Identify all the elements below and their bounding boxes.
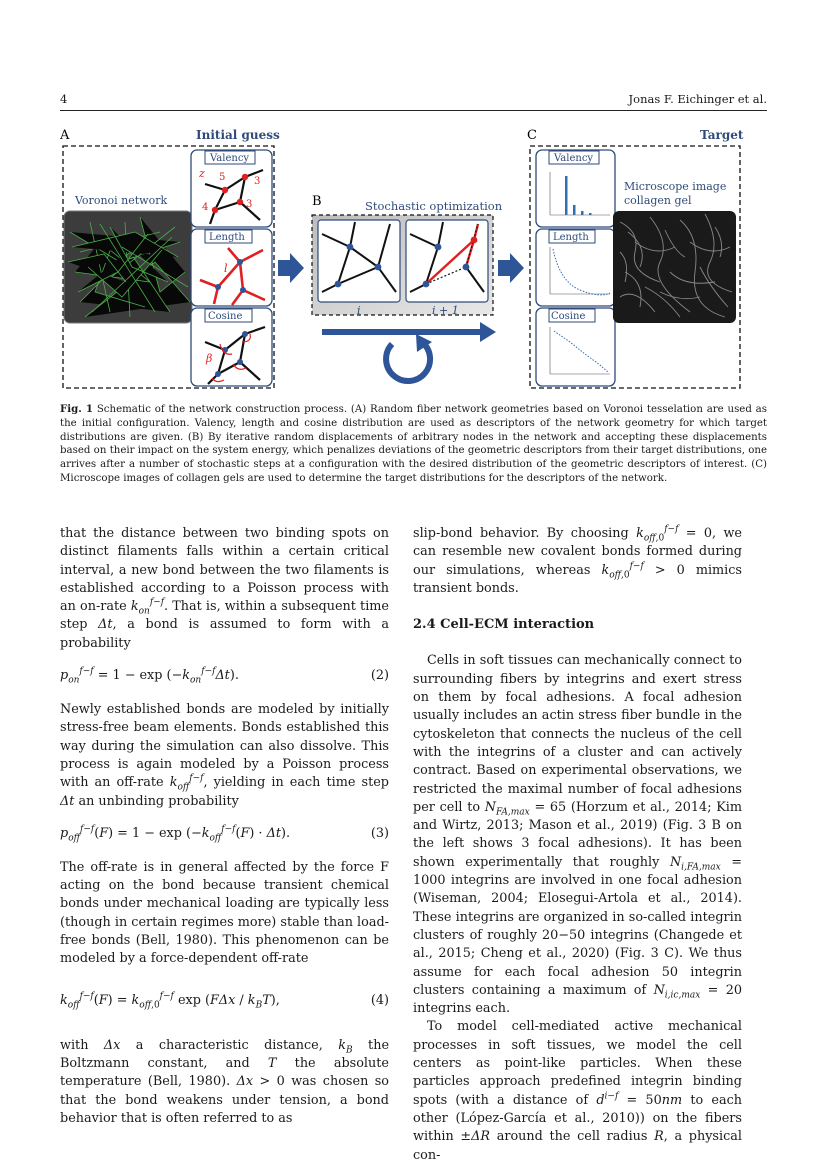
length-symbol: l [224,262,228,275]
microscope-label-line1: Microscope image [624,180,727,193]
length-box-a [191,229,272,306]
paragraph-unbinding: Newly established bonds are modeled by initially stress-free beam elements. Bonds established this way during the simulation can also dissolve. This process is again modeled by a Poisson process with an off-rate $k_{off}^{f-f}$, yielding in each time step Δt an unbinding probability [60,702,389,809]
length-label-a: Length [209,232,245,243]
equation-2: $p_{on}^{f-f} = 1 - \exp (-k_{on}^{f-f}\Delta t)$. (2) [60,666,389,686]
running-authors: Jonas F. Eichinger et al. [628,92,767,106]
valency-label-c: Valency [554,153,594,164]
panel-b-letter: B [312,194,322,209]
cosine-symbol: β [206,352,213,365]
cosine-label-c: Cosine [551,311,586,322]
figure-1 [60,122,767,400]
valency-4: 4 [202,202,209,213]
right-column [413,525,742,1165]
equation-4: $k_{off}^{f-f}(F) = k_{off,0}^{f-f}$ $\exp (F\Delta x / k_BT)$, (4) [60,991,389,1011]
voronoi-network-image [64,211,192,323]
cosine-label-a: Cosine [208,311,243,322]
paragraph-binding: that the distance between two binding spots on distinct filaments falls within a certain critical interval, a new bond between the two filaments is established according to a Poisson process with an on-rate $k_{on}^{f-f}$. That is, within a subsequent time step Δt, a bond is assumed to form with a probability [60,526,390,651]
panel-a-title: Initial guess [196,128,280,142]
panel-c-letter: C [527,128,537,143]
voronoi-network-label: Voronoi network [75,194,168,207]
caption-text: Schematic of the network construction process. (A) Random fiber network geometries based on Voronoi tesselation are used as the initial configuration. Valency, length and cosine distribution are used as descriptors of the network geometry for which target distributions are given. (B) By iterative random displacements of arbitrary nodes in the network and accepting these displacements based on their impact on the system energy, which penalizes deviations of the geometric descriptors from their target distributions, one arrives after a number of stochastic steps at a configuration with the desired distribution of the geometric descriptors of interest. (C) Microscope images of collagen gels are used to determine the target distributions for the descriptors of the network. [60,404,767,484]
valency-5: 5 [219,172,226,183]
page-number: 4 [60,92,68,106]
iteration-loop-icon [386,342,430,381]
cosine-box-a [191,308,272,386]
valency-label-a: Valency [210,153,250,164]
optimization-direction-arrow [322,322,496,342]
panel-b-title: Stochastic optimization [365,199,503,213]
paragraph-cell-model: To model cell-mediated active mechanical processes in soft tissues, we model the cell centers as point-like particles. When these particles approach predefined integrin binding spots (with a distance of $d^{i-f} = 50nm$ to each other (López-García et al., 2010)) on the fibers within ±ΔR around the cell radius R, a physical con- [413,1019,742,1163]
valency-histogram [536,150,615,227]
collagen-gel-image [613,211,736,323]
equation-3: $p_{off}^{f-f}(F) = 1 - \exp (-k_{off}^{f-f}(F) \cdot \Delta t)$. (3) [60,824,389,844]
left-column [60,525,389,1128]
running-header [60,92,767,111]
network-step-i-plus-1 [406,220,488,302]
valency-3a: 3 [254,176,261,187]
network-step-i [318,220,400,302]
microscope-label-line2: collagen gel [624,194,692,207]
arrow-a-to-b [278,253,304,283]
panel-a-letter: A [60,128,70,143]
figure-caption [60,403,767,486]
step-label-i-plus-1: i + 1 [432,304,459,317]
valency-3b: 3 [246,199,253,210]
panel-c-title: Target [700,128,744,142]
paragraph-off-rate: The off-rate is in general affected by the force F acting on the bond because transient chemical bonds under mechanical loading are typically less (though in certain regimes more) stable than load-free bonds (Bell, 1980). This phenomenon can be modeled by a force-dependent off-rate [60,859,389,967]
valency-box-a [191,150,272,227]
step-label-i: i [357,304,361,317]
length-distribution-plot [536,229,615,306]
section-title-2-4: 2.4 Cell-ECM interaction [413,617,595,633]
paragraph-constants: with Δx a characteristic distance, $k_B$ the Boltzmann constant, and T the absolute temperature (Bell, 1980). Δx > 0 was chosen so that the bond weakens under tension, a bond behavior that is often referred to as [60,1037,390,1126]
arrow-b-to-c [498,253,524,283]
caption-label: Fig. 1 [60,403,93,415]
length-label-c: Length [553,232,589,243]
valency-z: z [199,167,205,180]
cosine-distribution-plot [536,308,615,386]
paragraph-focal-adhesion: Cells in soft tissues can mechanically connect to surrounding fibers by integrins and exert stress on them by focal adhesions. A focal adhesion usually includes an actin stress fiber bundle in the cytoskeleton that connects the nucleus of the cell with the integrins of a cluster and can actively contract. Based on experimental observations, we restricted the maximal number of focal adhesions per cell to $N_{FA,max} = 65$ (Horzum et al., 2014; Kim and Wirtz, 2013; Mason et al., 2019) (Fig. 3 B on the left shows 3 focal adhesions). It has been shown experimentally that roughly $N_{i,FA,max} = 1000$ integrins are involved in one focal adhesion (Wiseman, 2004; Elosegui-Artola et al., 2014). These integrins are organized in so-called integrin clusters of roughly 20−50 integrins (Changede et al., 2015; Cheng et al., 2020) (Fig. 3 C). We thus assume for each focal adhesion 50 integrin clusters containing a maximum of $N_{i,ic,max} = 20$ integrins each. [413,653,742,1017]
paragraph-slip-bond: slip-bond behavior. By choosing $k_{off,0}^{f-f} = 0$, we can resemble new covalent bonds formed during our simulations, whereas $k_{off,0}^{f-f} > 0$ mimics transient bonds. [413,524,743,596]
